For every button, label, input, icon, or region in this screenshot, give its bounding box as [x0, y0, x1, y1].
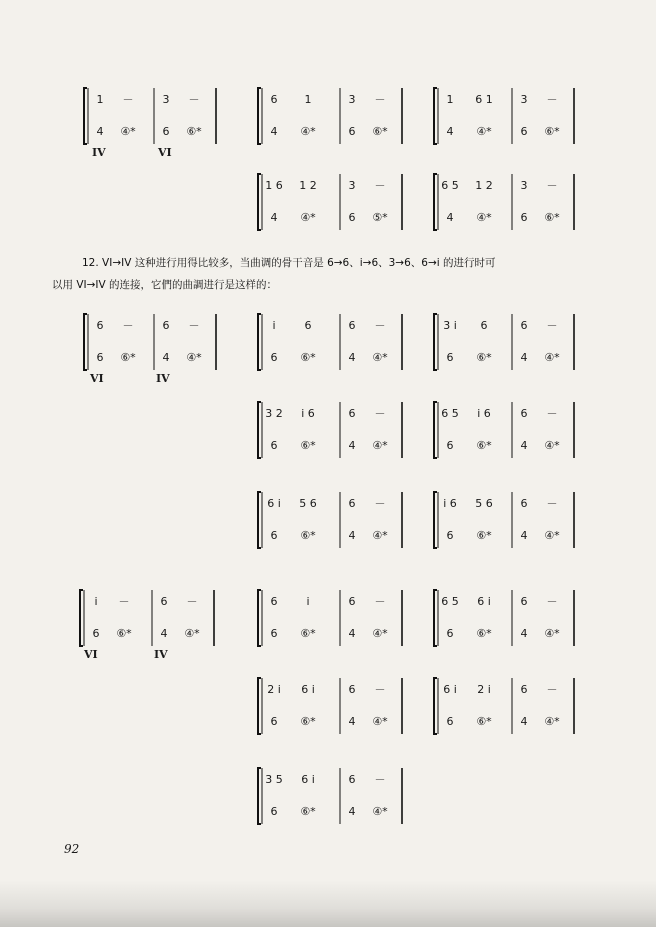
note-top-1: i — [94, 595, 98, 608]
note-bot-2: ⑥* — [476, 529, 492, 542]
note-top-1: 6 — [270, 595, 278, 608]
note-top-1: 3 — [348, 179, 356, 192]
note-bot-2: ④* — [372, 439, 388, 452]
note-top-2: i 6 — [301, 407, 315, 420]
note-top-1: 3 — [348, 93, 356, 106]
note-bot-2: ⑥* — [544, 211, 560, 224]
note-top-1: 6 — [348, 595, 356, 608]
music-example-b4 — [256, 400, 404, 462]
note-bot-1: 6 — [270, 351, 278, 364]
note-bot-1: 4 — [446, 125, 454, 138]
note-top-2: － — [374, 497, 386, 510]
note-top-2: 1 — [304, 93, 312, 106]
note-bot-2: ⑥* — [120, 351, 136, 364]
note-bot-2: ④* — [544, 627, 560, 640]
note-bot-2: ⑥* — [476, 439, 492, 452]
note-bot-2: ④* — [372, 805, 388, 818]
note-bot-2: ④* — [476, 125, 492, 138]
note-top-1: i — [272, 319, 276, 332]
note-top-2: 5 6 — [299, 497, 317, 510]
note-bot-1: 6 — [446, 715, 454, 728]
note-top-1: 6 — [348, 773, 356, 786]
roman-numeral-label: VI — [158, 146, 172, 159]
note-top-1: 6 5 — [441, 595, 459, 608]
note-bot-2: ④* — [372, 351, 388, 364]
note-bot-2: ⑥* — [186, 125, 202, 138]
note-bot-1: 4 — [162, 351, 170, 364]
note-bot-2: ⑥* — [544, 125, 560, 138]
note-bot-2: ④* — [120, 125, 136, 138]
note-bot-1: 4 — [520, 351, 528, 364]
note-bot-1: 6 — [92, 627, 100, 640]
note-top-2: － — [122, 93, 134, 106]
music-example-a4 — [256, 172, 404, 234]
note-top-2: － — [374, 407, 386, 420]
note-bot-1: 6 — [162, 125, 170, 138]
music-example-b5 — [432, 400, 576, 462]
note-top-2: 6 i — [301, 683, 315, 696]
music-example-b6 — [256, 490, 404, 552]
note-bot-2: ④* — [544, 715, 560, 728]
note-top-2: 1 2 — [475, 179, 493, 192]
note-bot-1: 6 — [348, 125, 356, 138]
music-example-a5 — [432, 172, 576, 234]
note-bot-1: 4 — [520, 627, 528, 640]
note-bot-2: ⑥* — [300, 439, 316, 452]
note-top-1: 6 — [520, 683, 528, 696]
note-bot-1: 6 — [446, 439, 454, 452]
note-bot-2: ⑥* — [300, 351, 316, 364]
note-top-2: － — [122, 319, 134, 332]
note-top-1: 6 — [348, 319, 356, 332]
note-bot-2: ⑥* — [476, 351, 492, 364]
note-top-2: 2 i — [477, 683, 491, 696]
note-top-1: 6 — [348, 683, 356, 696]
note-top-2: － — [546, 319, 558, 332]
note-top-2: 6 i — [301, 773, 315, 786]
note-top-1: 1 6 — [265, 179, 283, 192]
note-bot-2: ④* — [544, 439, 560, 452]
note-top-2: 6 i — [477, 595, 491, 608]
note-top-1: 1 — [96, 93, 104, 106]
note-bot-1: 4 — [348, 805, 356, 818]
note-top-1: 6 — [520, 319, 528, 332]
note-top-1: 2 i — [267, 683, 281, 696]
note-bot-2: ⑥* — [300, 529, 316, 542]
note-bot-1: 4 — [520, 529, 528, 542]
note-top-1: 6 i — [443, 683, 457, 696]
music-example-a2 — [256, 86, 404, 148]
note-bot-2: ④* — [300, 125, 316, 138]
note-top-2: － — [188, 93, 200, 106]
music-example-c4 — [256, 676, 404, 738]
note-top-1: 6 — [162, 319, 170, 332]
note-bot-2: ⑥* — [476, 715, 492, 728]
note-top-1: 3 i — [443, 319, 457, 332]
note-top-1: 6 — [348, 497, 356, 510]
note-bot-1: 4 — [520, 439, 528, 452]
note-bot-1: 4 — [270, 211, 278, 224]
note-top-1: 1 — [446, 93, 454, 106]
note-bot-2: ④* — [372, 529, 388, 542]
note-top-2: － — [374, 595, 386, 608]
note-bot-2: ⑥* — [372, 125, 388, 138]
note-bot-2: ④* — [372, 627, 388, 640]
note-bot-1: 6 — [348, 211, 356, 224]
note-top-2: 6 — [480, 319, 488, 332]
note-bot-1: 4 — [348, 529, 356, 542]
music-example-c2 — [256, 588, 404, 650]
note-bot-1: 4 — [160, 627, 168, 640]
note-bot-2: ⑥* — [300, 627, 316, 640]
note-top-1: 6 — [520, 595, 528, 608]
music-example-a3 — [432, 86, 576, 148]
note-top-2: － — [546, 595, 558, 608]
note-bot-2: ④* — [544, 351, 560, 364]
note-top-1: 6 i — [267, 497, 281, 510]
note-bot-1: 4 — [348, 351, 356, 364]
note-bot-1: 6 — [270, 805, 278, 818]
note-bot-1: 4 — [520, 715, 528, 728]
note-top-1: 6 — [520, 497, 528, 510]
note-top-2: i 6 — [477, 407, 491, 420]
roman-numeral-label: VI — [84, 648, 98, 661]
note-top-2: － — [186, 595, 198, 608]
music-example-c1 — [78, 588, 216, 661]
note-top-2: － — [374, 93, 386, 106]
note-bot-1: 6 — [270, 529, 278, 542]
paragraph-line-1: 12. VI→IV 这种进行用得比较多，当曲调的骨干音是 6→6、i→6、3→6、6→i 的进行时可 — [82, 257, 496, 269]
note-top-1: 3 — [520, 179, 528, 192]
note-bot-1: 4 — [96, 125, 104, 138]
note-bot-2: ⑥* — [300, 805, 316, 818]
note-bot-1: 4 — [446, 211, 454, 224]
note-top-1: 6 — [348, 407, 356, 420]
note-bot-2: ④* — [184, 627, 200, 640]
note-top-1: 6 — [270, 93, 278, 106]
music-example-b3 — [432, 312, 576, 374]
note-bot-2: ④* — [186, 351, 202, 364]
note-top-1: 6 — [96, 319, 104, 332]
note-top-1: 6 — [520, 407, 528, 420]
note-top-1: 3 2 — [265, 407, 283, 420]
note-top-2: 6 1 — [475, 93, 493, 106]
note-top-2: 6 — [304, 319, 312, 332]
roman-numeral-label: IV — [154, 648, 168, 661]
music-example-b7 — [432, 490, 576, 552]
note-bot-1: 6 — [520, 125, 528, 138]
roman-numeral-label: IV — [156, 372, 170, 385]
note-top-2: i — [306, 595, 310, 608]
note-top-2: － — [374, 773, 386, 786]
note-bot-1: 4 — [348, 715, 356, 728]
note-top-1: i 6 — [443, 497, 457, 510]
note-top-1: 6 — [160, 595, 168, 608]
roman-numeral-label: VI — [90, 372, 104, 385]
note-top-2: － — [546, 497, 558, 510]
note-bot-1: 6 — [270, 715, 278, 728]
note-top-2: － — [118, 595, 130, 608]
music-example-b2 — [256, 312, 404, 374]
note-top-1: 3 — [162, 93, 170, 106]
note-bot-2: ⑥* — [476, 627, 492, 640]
note-bot-2: ⑥* — [300, 715, 316, 728]
note-top-2: 5 6 — [475, 497, 493, 510]
note-top-1: 3 — [520, 93, 528, 106]
paragraph-line-2: 以用 VI→IV 的连接，它們的曲調进行是这样的： — [52, 279, 278, 291]
note-bot-1: 4 — [348, 439, 356, 452]
roman-numeral-label: IV — [92, 146, 106, 159]
note-top-2: － — [188, 319, 200, 332]
note-bot-2: ④* — [476, 211, 492, 224]
note-top-1: 6 5 — [441, 407, 459, 420]
note-bot-1: 4 — [348, 627, 356, 640]
note-top-2: － — [546, 407, 558, 420]
note-bot-2: ④* — [544, 529, 560, 542]
note-bot-1: 6 — [446, 627, 454, 640]
note-bot-1: 6 — [270, 627, 278, 640]
note-top-1: 6 5 — [441, 179, 459, 192]
note-top-2: － — [546, 179, 558, 192]
note-top-2: － — [374, 683, 386, 696]
page-number: 92 — [64, 842, 80, 856]
note-bot-1: 6 — [270, 439, 278, 452]
note-bot-2: ⑤* — [372, 211, 388, 224]
note-top-2: － — [546, 93, 558, 106]
note-bot-2: ④* — [372, 715, 388, 728]
note-bot-2: ⑥* — [116, 627, 132, 640]
music-example-b1 — [82, 312, 218, 385]
note-bot-1: 6 — [446, 529, 454, 542]
music-example-c6 — [256, 766, 404, 828]
note-bot-1: 6 — [446, 351, 454, 364]
note-bot-1: 6 — [520, 211, 528, 224]
note-top-2: － — [374, 319, 386, 332]
note-bot-2: ④* — [300, 211, 316, 224]
note-top-1: 3 5 — [265, 773, 283, 786]
note-top-2: 1 2 — [299, 179, 317, 192]
scan-noise-band — [0, 880, 656, 927]
music-example-c3 — [432, 588, 576, 650]
music-example-a1 — [82, 86, 218, 159]
note-bot-1: 4 — [270, 125, 278, 138]
note-bot-1: 6 — [96, 351, 104, 364]
music-example-c5 — [432, 676, 576, 738]
note-top-2: － — [374, 179, 386, 192]
note-top-2: － — [546, 683, 558, 696]
